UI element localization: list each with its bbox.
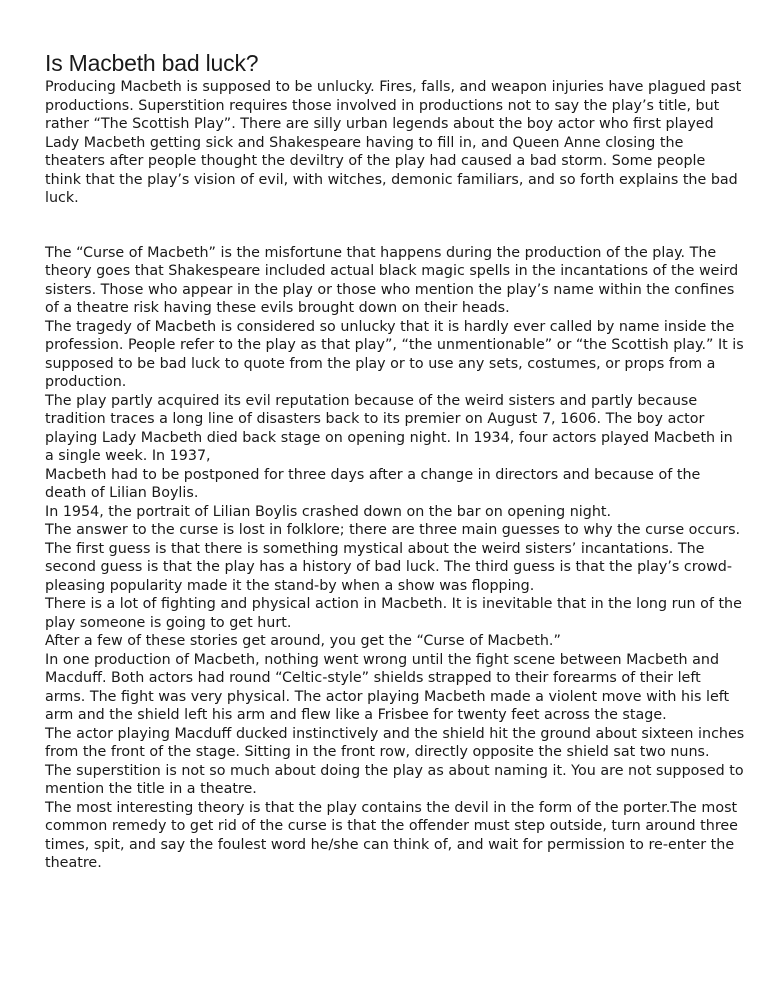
- body-paragraph: After a few of these stories get around, you get the “Curse of Macbeth.”: [45, 633, 561, 649]
- body-paragraph: There is a lot of fighting and physical action in Macbeth. It is inevitable that in the long run of the play someone is going to get hurt.: [45, 596, 742, 631]
- body-paragraph: In 1954, the portrait of Lilian Boylis crashed down on the bar on opening night.: [45, 503, 612, 520]
- document-page: [45, 48, 745, 873]
- body-paragraph: The answer to the curse is lost in folklore; there are three main guesses to why the curse occurs. The first guess is that there is something mystical about the weird sisters’ incantations. The second guess is that the play has a history of bad luck. The third guess is that the play’s crowd-pleasing popularity made it the stand-by when a show was flopping.: [45, 522, 741, 594]
- body-paragraph: The “Curse of Macbeth” is the misfortune that happens during the production of the play. The theory goes that Shakespeare included actual black magic spells in the incantations of the weird sisters. Those who appear in the play or those who mention the play’s name within the confines of a theatre risk having these evils brought down on their heads.: [45, 244, 739, 316]
- body-paragraph: The most interesting theory is that the play contains the devil in the form of the porter.The most common remedy to get rid of the curse is that the offender must step outside, turn around three times, spit, and say the foulest word he/she can think of, and wait for permission to re-enter the theatre.: [45, 799, 738, 871]
- body-paragraph: The actor playing Macduff ducked instinctively and the shield hit the ground about sixteen inches from the front of the stage. Sitting in the front row, directly opposite the shield sat two nuns.: [45, 725, 745, 760]
- body-paragraph: The tragedy of Macbeth is considered so unlucky that it is hardly ever called by name inside the profession. People refer to the play as that play”, “the unmentionable” or “the Scottish play.” It is supposed to be bad luck to quote from the play or to use any sets, costumes, or props from a production.: [45, 318, 744, 390]
- intro-paragraph: Producing Macbeth is supposed to be unlucky. Fires, falls, and weapon injuries have plagued past productions. Superstition requires those involved in productions not to say the play’s title, but rather “The Scottish Play”. There are silly urban legends about the boy actor who first played Lady Macbeth getting sick and Shakespeare having to fill in, and Queen Anne closing the theaters after people thought the deviltry of the play had caused a bad storm. Some people think that the play’s vision of evil, with witches, demonic familiars, and so forth explains the bad luck.: [45, 79, 742, 206]
- document-title: Is Macbeth bad luck?: [45, 50, 259, 76]
- section-spacer: [45, 208, 745, 244]
- body-paragraph: In one production of Macbeth, nothing went wrong until the fight scene between Macbeth and Macduff. Both actors had round “Celtic-style” shields strapped to their forearms of their left arms. The fight was very physical. The actor playing Macbeth made a violent move with his left arm and the shield left his arm and flew like a Frisbee for twenty feet across the stage.: [45, 651, 730, 723]
- body-paragraph: Macbeth had to be postponed for three days after a change in directors and because of the death of Lilian Boylis.: [45, 466, 701, 501]
- body-paragraph: The superstition is not so much about doing the play as about naming it. You are not supposed to mention the title in a theatre.: [45, 762, 744, 797]
- body-paragraph: The play partly acquired its evil reputation because of the weird sisters and partly because tradition traces a long line of disasters back to its premier on August 7, 1606. The boy actor playing Lady Macbeth died back stage on opening night. In 1934, four actors played Macbeth in a single week. In 1937,: [45, 392, 733, 464]
